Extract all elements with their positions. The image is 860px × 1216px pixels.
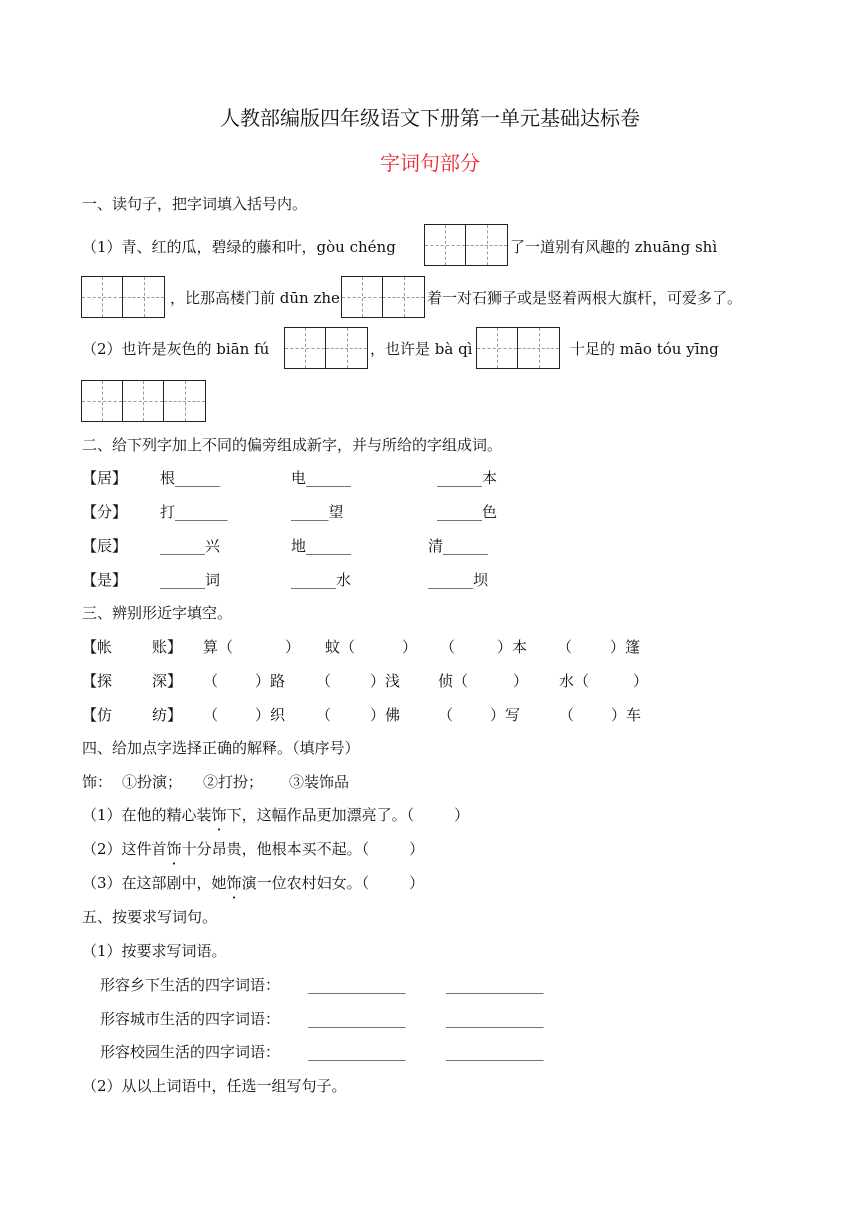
grid-cell xyxy=(477,328,518,368)
s4-option-1: ①扮演； xyxy=(122,773,183,791)
s4-q2-close: ） xyxy=(409,840,425,858)
s1-line1-text-b: 了一道别有风趣的 zhuāng shì xyxy=(510,238,718,256)
s5-sub-2: （2）从以上词语中，任选一组写句子。 xyxy=(82,1077,347,1095)
s4-q2-text-post: 十分昂贵，他根本买不起。（ xyxy=(181,840,370,858)
page-subtitle: 字词句部分 xyxy=(380,151,480,175)
s1-line3-text-b: ，也许是 bà qì xyxy=(370,340,473,358)
s3-blank-close: ）篷 xyxy=(610,638,641,656)
s2-row-blank[interactable]: ______坝 xyxy=(428,571,489,589)
s5-answer-blank[interactable]: _____________ xyxy=(446,1043,544,1061)
answer-grid-baqi[interactable] xyxy=(476,327,560,369)
s2-row-blank[interactable]: 电______ xyxy=(291,469,352,487)
s3-key-right: 账】 xyxy=(152,638,183,656)
s3-blank-open[interactable]: 算（ xyxy=(203,638,234,656)
s3-blank-close: ）写 xyxy=(490,706,521,724)
s2-row-blank[interactable]: ______本 xyxy=(437,469,498,487)
s3-blank-close: ）佛 xyxy=(370,706,401,724)
section-1-heading: 一、读句子，把字词填入括号内。 xyxy=(82,195,308,213)
s5-answer-blank[interactable]: _____________ xyxy=(308,1010,406,1028)
s2-row-blank[interactable]: ______词 xyxy=(160,571,221,589)
s3-blank-close: ） xyxy=(633,672,649,690)
s3-blank-open[interactable]: （ xyxy=(440,638,456,656)
s1-line2-text-b: 着一对石狮子或是竖着两根大旗杆，可爱多了。 xyxy=(427,289,743,307)
s4-question-1 xyxy=(82,804,469,826)
s3-key-right: 纺】 xyxy=(152,706,183,724)
grid-cell xyxy=(326,328,367,368)
answer-grid-goucheng[interactable] xyxy=(424,224,508,266)
grid-cell xyxy=(123,277,164,317)
s2-row-key: 【是】 xyxy=(82,571,128,589)
s2-row-blank[interactable]: ______兴 xyxy=(160,537,221,555)
answer-grid-zhuangshi[interactable] xyxy=(81,276,165,318)
grid-cell xyxy=(518,328,559,368)
s3-key-right: 深】 xyxy=(152,672,183,690)
grid-cell xyxy=(383,277,424,317)
s4-q3-text-pre: （3）在这部剧中，她 xyxy=(82,874,227,892)
s3-blank-open[interactable]: （ xyxy=(559,706,575,724)
section-5-heading: 五、按要求写词句。 xyxy=(82,908,218,926)
s4-option-2: ②打扮； xyxy=(203,773,264,791)
grid-cell xyxy=(466,225,507,265)
dotted-char: 饰 xyxy=(166,840,182,858)
answer-grid-maotouying[interactable] xyxy=(81,380,206,422)
s4-q1-text-pre: （1）在他的精心装 xyxy=(82,806,212,824)
s5-row-label: 形容城市生活的四字词语： xyxy=(100,1010,281,1028)
s4-q2-text-pre: （2）这件首 xyxy=(82,840,167,858)
s3-blank-close: ） xyxy=(285,638,301,656)
section-3-heading: 三、辨别形近字填空。 xyxy=(82,604,233,622)
grid-cell xyxy=(285,328,326,368)
answer-grid-dunzhe[interactable] xyxy=(341,276,425,318)
section-2-heading: 二、给下列字加上不同的偏旁组成新字，并与所给的字组成词。 xyxy=(82,436,503,454)
s3-blank-open[interactable]: （ xyxy=(316,706,332,724)
s2-row-blank[interactable]: 清______ xyxy=(428,537,489,555)
answer-grid-bianfu[interactable] xyxy=(284,327,368,369)
grid-cell xyxy=(82,381,123,421)
page-title: 人教部编版四年级语文下册第一单元基础达标卷 xyxy=(220,106,640,130)
s3-blank-close: ）织 xyxy=(255,706,286,724)
dotted-char: 饰 xyxy=(226,874,242,892)
s4-question-2 xyxy=(82,838,424,860)
s5-answer-blank[interactable]: _____________ xyxy=(308,976,406,994)
s2-row-blank[interactable]: _____望 xyxy=(291,503,344,521)
s5-answer-blank[interactable]: _____________ xyxy=(308,1043,406,1061)
s1-line3-text-a: （2）也许是灰色的 biān fú xyxy=(82,340,270,358)
grid-cell xyxy=(425,225,466,265)
s2-row-blank[interactable]: ______色 xyxy=(437,503,498,521)
s4-q1-text-post: 下，这幅作品更加漂亮了。（ xyxy=(226,806,415,824)
s3-blank-close: ）本 xyxy=(497,638,528,656)
s4-option-label: 饰： xyxy=(82,773,113,791)
s5-answer-blank[interactable]: _____________ xyxy=(446,1010,544,1028)
s1-line3-text-c: 十足的 māo tóu yīng xyxy=(570,340,719,358)
s3-key-left: 【探 xyxy=(82,672,113,690)
s2-row-key: 【辰】 xyxy=(82,537,128,555)
s5-sub-1: （1）按要求写词语。 xyxy=(82,942,227,960)
s5-row-label: 形容乡下生活的四字词语： xyxy=(100,976,281,994)
s3-key-left: 【仿 xyxy=(82,706,113,724)
s4-q1-close: ） xyxy=(454,806,470,824)
s3-blank-close: ）浅 xyxy=(370,672,401,690)
s3-blank-open[interactable]: （ xyxy=(203,706,219,724)
s2-row-blank[interactable]: 根______ xyxy=(160,469,221,487)
s3-blank-open[interactable]: 侦（ xyxy=(438,672,469,690)
s1-line1-text-a: （1）青、红的瓜，碧绿的藤和叶，gòu chéng xyxy=(82,238,396,256)
s4-option-3: ③装饰品 xyxy=(289,773,350,791)
s3-blank-open[interactable]: （ xyxy=(316,672,332,690)
s4-q3-text-post: 演一位农村妇女。（ xyxy=(241,874,370,892)
s2-row-key: 【居】 xyxy=(82,469,128,487)
grid-cell xyxy=(82,277,123,317)
grid-cell xyxy=(123,381,164,421)
s4-question-3 xyxy=(82,872,424,894)
s3-blank-close: ）路 xyxy=(255,672,286,690)
s4-q3-close: ） xyxy=(409,874,425,892)
s3-blank-open[interactable]: （ xyxy=(557,638,573,656)
dotted-char: 饰 xyxy=(211,806,227,824)
s3-blank-close: ） xyxy=(402,638,418,656)
s3-blank-open[interactable]: （ xyxy=(203,672,219,690)
s5-answer-blank[interactable]: _____________ xyxy=(446,976,544,994)
s3-blank-open[interactable]: （ xyxy=(438,706,454,724)
s2-row-blank[interactable]: 打_______ xyxy=(160,503,228,521)
grid-cell xyxy=(164,381,205,421)
grid-cell xyxy=(342,277,383,317)
s2-row-blank[interactable]: 地______ xyxy=(291,537,352,555)
s2-row-key: 【分】 xyxy=(82,503,128,521)
s3-blank-close: ） xyxy=(513,672,529,690)
s3-blank-close: ）车 xyxy=(611,706,642,724)
s2-row-blank[interactable]: ______水 xyxy=(291,571,352,589)
section-4-heading: 四、给加点字选择正确的解释。（填序号） xyxy=(82,739,360,757)
s1-line2-text-a: ，比那高楼门前 dūn zhe xyxy=(170,289,340,307)
s3-blank-open[interactable]: 水（ xyxy=(559,672,590,690)
s3-blank-open[interactable]: 蚊（ xyxy=(325,638,356,656)
s5-row-label: 形容校园生活的四字词语： xyxy=(100,1043,281,1061)
s3-key-left: 【帐 xyxy=(82,638,113,656)
